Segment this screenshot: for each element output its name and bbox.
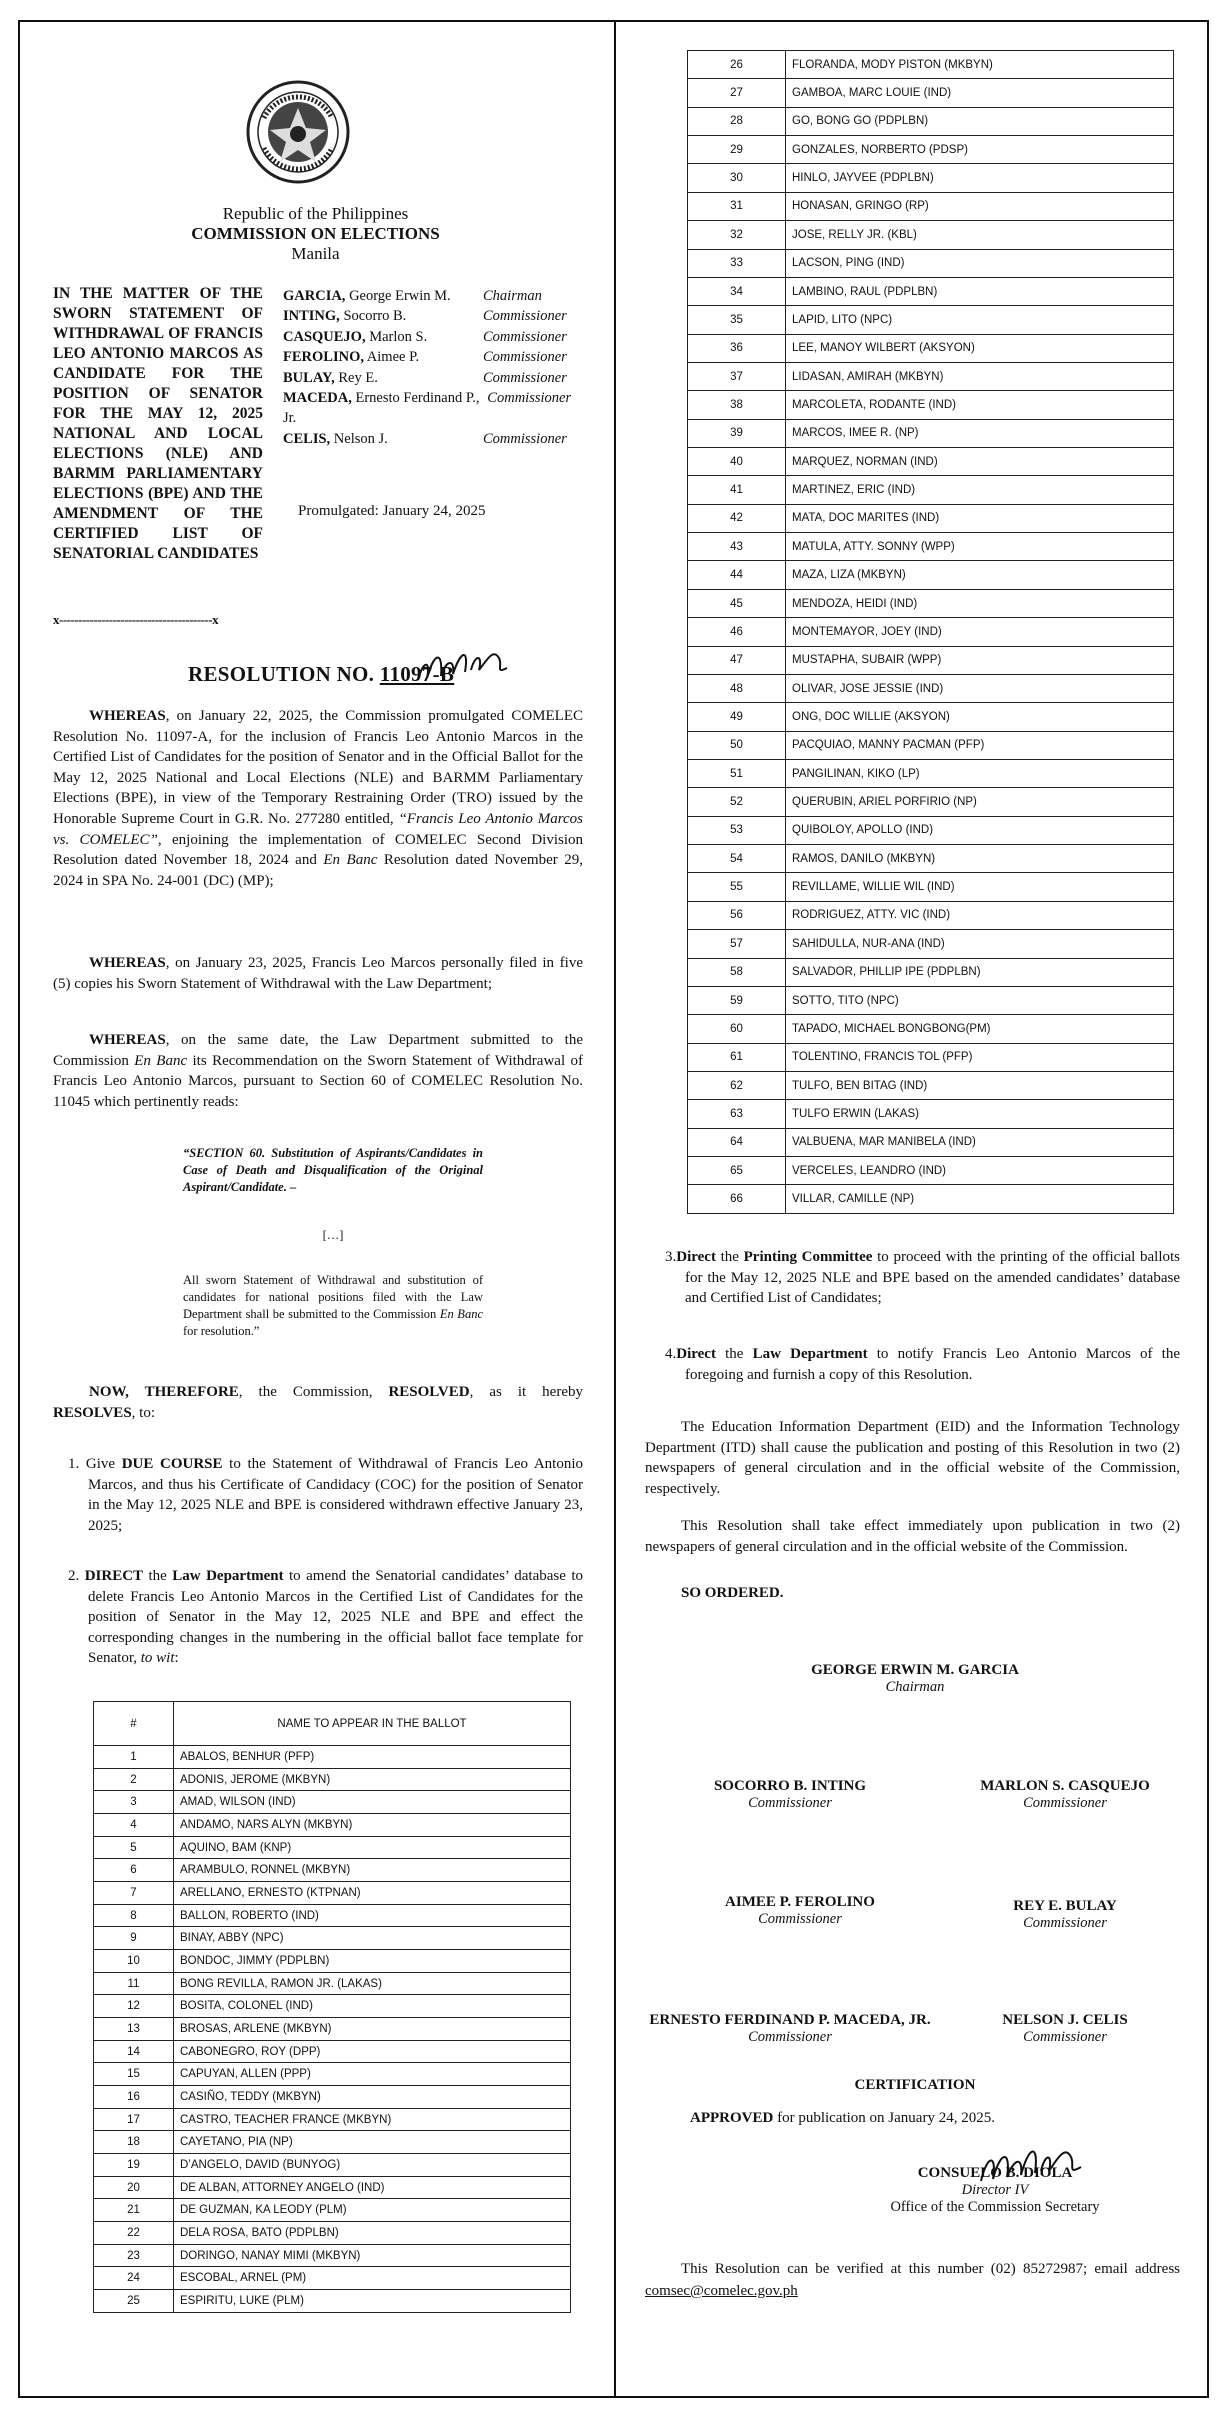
- candidate-number: 25: [94, 2290, 174, 2313]
- candidate-name: AQUINO, BAM (KNP): [174, 1836, 571, 1859]
- signatory-ferolino: AIMEE P. FEROLINO Commissioner: [725, 1894, 875, 1927]
- candidate-name: LACSON, PING (IND): [786, 249, 1174, 277]
- candidate-number: 17: [94, 2108, 174, 2131]
- candidate-name: CASIÑO, TEDDY (MKBYN): [174, 2086, 571, 2109]
- table-row: [94, 1927, 571, 1950]
- candidate-name: HONASAN, GRINGO (RP): [786, 192, 1174, 220]
- table-row: [688, 1128, 1174, 1156]
- member-row: CASQUEJO, Marlon S. Commissioner: [283, 328, 567, 345]
- table-row: [688, 533, 1174, 561]
- promulgation-date: Promulgated: January 24, 2025: [298, 503, 486, 519]
- candidate-name: MONTEMAYOR, JOEY (IND): [786, 618, 1174, 646]
- candidate-name: CAYETANO, PIA (NP): [174, 2131, 571, 2154]
- table-row: [94, 1882, 571, 1905]
- candidate-name: RODRIGUEZ, ATTY. VIC (IND): [786, 901, 1174, 929]
- candidate-number: 46: [688, 618, 786, 646]
- table-row: [688, 1100, 1174, 1128]
- candidate-name: CASTRO, TEACHER FRANCE (MKBYN): [174, 2108, 571, 2131]
- table-row: [688, 986, 1174, 1014]
- candidate-number: 5: [94, 1836, 174, 1859]
- table-row: [688, 561, 1174, 589]
- table-row: [688, 958, 1174, 986]
- member-row: GARCIA, George Erwin M. Chairman: [283, 288, 542, 304]
- candidate-number: 1: [94, 1746, 174, 1769]
- table-row: [94, 2131, 571, 2154]
- table-row: [688, 901, 1174, 929]
- candidate-name: VERCELES, LEANDRO (IND): [786, 1157, 1174, 1185]
- candidate-name: GAMBOA, MARC LOUIE (IND): [786, 79, 1174, 107]
- candidate-number: 52: [688, 788, 786, 816]
- candidate-name: SAHIDULLA, NUR-ANA (IND): [786, 930, 1174, 958]
- table-row: [94, 1995, 571, 2018]
- table-row: [688, 362, 1174, 390]
- candidates-table-left: [93, 1701, 571, 2313]
- signatory-bulay: REY E. BULAY Commissioner: [1013, 1898, 1117, 1931]
- table-row: [94, 2222, 571, 2245]
- candidate-number: 8: [94, 1904, 174, 1927]
- candidate-name: VILLAR, CAMILLE (NP): [786, 1185, 1174, 1213]
- candidate-name: HINLO, JAYVEE (PDPLBN): [786, 164, 1174, 192]
- candidate-number: 51: [688, 759, 786, 787]
- quoted-body: All sworn Statement of Withdrawal and substitution of candidates for national positions filed with the Law Department shall be submitted to the Commission En Banc for resolution.”: [183, 1273, 483, 1338]
- candidate-number: 50: [688, 731, 786, 759]
- candidate-name: ARAMBULO, RONNEL (MKBYN): [174, 1859, 571, 1882]
- candidate-number: 36: [688, 334, 786, 362]
- member-row: CELIS, Nelson J. Commissioner: [283, 430, 567, 447]
- table-row: [688, 249, 1174, 277]
- candidate-number: 6: [94, 1859, 174, 1882]
- signatory-celis: NELSON J. CELIS Commissioner: [1002, 2012, 1128, 2045]
- candidate-number: 37: [688, 362, 786, 390]
- candidate-number: 32: [688, 221, 786, 249]
- candidate-name: DORINGO, NANAY MIMI (MKBYN): [174, 2244, 571, 2267]
- table-row: [94, 2086, 571, 2109]
- candidate-name: MATULA, ATTY. SONNY (WPP): [786, 533, 1174, 561]
- candidate-number: 48: [688, 674, 786, 702]
- candidate-name: MENDOZA, HEIDI (IND): [786, 589, 1174, 617]
- candidate-number: 60: [688, 1015, 786, 1043]
- table-row: [94, 1791, 571, 1814]
- member-row: MACEDA, Ernesto Ferdinand P., Jr. Commissioner: [283, 390, 572, 427]
- table-row: [94, 1836, 571, 1859]
- candidate-name: SALVADOR, PHILLIP IPE (PDPLBN): [786, 958, 1174, 986]
- candidate-name: PANGILINAN, KIKO (LP): [786, 759, 1174, 787]
- city-line: Manila: [291, 244, 340, 263]
- table-row: [688, 221, 1174, 249]
- table-row: [688, 164, 1174, 192]
- candidate-number: 56: [688, 901, 786, 929]
- candidates-table-right: [687, 50, 1174, 1214]
- table-row: [688, 703, 1174, 731]
- candidate-name: LEE, MANOY WILBERT (AKSYON): [786, 334, 1174, 362]
- table-row: [94, 2108, 571, 2131]
- candidate-name: RAMOS, DANILO (MKBYN): [786, 845, 1174, 873]
- candidate-number: 3: [94, 1791, 174, 1814]
- table-row: [688, 788, 1174, 816]
- candidate-name: BOSITA, COLONEL (IND): [174, 1995, 571, 2018]
- table-row: [688, 107, 1174, 135]
- candidate-number: 49: [688, 703, 786, 731]
- candidate-name: REVILLAME, WILLIE WIL (IND): [786, 873, 1174, 901]
- candidate-name: MARTINEZ, ERIC (IND): [786, 476, 1174, 504]
- candidate-name: TAPADO, MICHAEL BONGBONG(PM): [786, 1015, 1174, 1043]
- table-row: [94, 2040, 571, 2063]
- table-row: [688, 192, 1174, 220]
- candidate-number: 9: [94, 1927, 174, 1950]
- candidate-number: 38: [688, 391, 786, 419]
- candidate-name: LAPID, LITO (NPC): [786, 306, 1174, 334]
- candidate-name: MARCOS, IMEE R. (NP): [786, 419, 1174, 447]
- table-row: [94, 2063, 571, 2086]
- candidate-number: 16: [94, 2086, 174, 2109]
- candidate-name: SOTTO, TITO (NPC): [786, 986, 1174, 1014]
- table-row: [94, 1768, 571, 1791]
- table-row: [688, 731, 1174, 759]
- table-row: [94, 1814, 571, 1837]
- table-row: [688, 136, 1174, 164]
- table-row: [94, 2244, 571, 2267]
- table-row: [688, 816, 1174, 844]
- candidate-number: 58: [688, 958, 786, 986]
- candidate-number: 57: [688, 930, 786, 958]
- candidate-number: 2: [94, 1768, 174, 1791]
- header-name: NAME TO APPEAR IN THE BALLOT: [174, 1702, 571, 1746]
- table-row: [94, 1904, 571, 1927]
- candidate-name: MAZA, LIZA (MKBYN): [786, 561, 1174, 589]
- candidate-number: 26: [688, 51, 786, 79]
- table-row: [94, 2199, 571, 2222]
- signatory-chair: GEORGE ERWIN M. GARCIA Chairman: [811, 1662, 1019, 1695]
- candidate-number: 39: [688, 419, 786, 447]
- candidate-name: MARQUEZ, NORMAN (IND): [786, 448, 1174, 476]
- initials-signature-icon: [413, 640, 513, 690]
- candidate-number: 42: [688, 504, 786, 532]
- table-row: [688, 646, 1174, 674]
- table-row: [688, 873, 1174, 901]
- candidate-number: 15: [94, 2063, 174, 2086]
- candidate-number: 29: [688, 136, 786, 164]
- table-row: [688, 1071, 1174, 1099]
- column-divider: [614, 22, 616, 2396]
- signatory-maceda: ERNESTO FERDINAND P. MACEDA, JR. Commissioner: [649, 2012, 931, 2045]
- signatory-inting: SOCORRO B. INTING Commissioner: [713, 1778, 867, 1811]
- candidate-name: PACQUIAO, MANNY PACMAN (PFP): [786, 731, 1174, 759]
- quote-ellipsis: […]: [322, 1228, 344, 1242]
- candidate-name: BALLON, ROBERTO (IND): [174, 1904, 571, 1927]
- table-row: [688, 1015, 1174, 1043]
- table-row: [688, 504, 1174, 532]
- so-ordered: SO ORDERED.: [681, 1585, 784, 1601]
- candidate-number: 63: [688, 1100, 786, 1128]
- candidate-name: BROSAS, ARLENE (MKBYN): [174, 2018, 571, 2041]
- table-row: [688, 845, 1174, 873]
- candidate-number: 43: [688, 533, 786, 561]
- candidate-name: BONDOC, JIMMY (PDPLBN): [174, 1950, 571, 1973]
- caption-closing: x----------------------------------------x: [53, 612, 219, 627]
- table-row: [94, 2154, 571, 2177]
- candidate-name: LAMBINO, RAUL (PDPLBN): [786, 277, 1174, 305]
- directive-1: 1. Give DUE COURSE to the Statement of Withdrawal of Francis Leo Antonio Marcos, and thus his Certificate of Candidacy (COC) for the position of Senator in the May 12, 2025 NLE and BPE is considered withdrawn effective January 23, 2025;: [68, 1456, 583, 1534]
- candidate-number: 4: [94, 1814, 174, 1837]
- table-row: [688, 306, 1174, 334]
- candidate-name: FLORANDA, MODY PISTON (MKBYN): [786, 51, 1174, 79]
- candidate-name: LIDASAN, AMIRAH (MKBYN): [786, 362, 1174, 390]
- candidate-name: GONZALES, NORBERTO (PDSP): [786, 136, 1174, 164]
- candidate-name: ARELLANO, ERNESTO (KTPNAN): [174, 1882, 571, 1905]
- candidate-name: DE ALBAN, ATTORNEY ANGELO (IND): [174, 2176, 571, 2199]
- table-row: [94, 2018, 571, 2041]
- candidate-number: 28: [688, 107, 786, 135]
- candidate-number: 62: [688, 1071, 786, 1099]
- candidate-number: 19: [94, 2154, 174, 2177]
- resolution-title: RESOLUTION NO. 11097-B: [188, 662, 455, 686]
- whereas-1: WHEREAS, on January 22, 2025, the Commission promulgated COMELEC Resolution No. 11097-A, for the inclusion of Francis Leo Antonio Marcos in the Certified List of Candidates for the position of Senator and in the Official Ballot for the May 12, 2025 National and Local Elections (NLE) and BARMM Parliamentary Elections (BPE), in view of the Temporary Restraining Order (TRO) issued by the Honorable Supreme Court in G.R. No. 277280 entitled, “Francis Leo Antonio Marcos vs. COMELEC”, enjoining the implementation of COMELEC Second Division Resolution dated November 18, 2024 and En Banc Resolution dated November 29, 2024 in SPA No. 24-001 (DC) (MP);: [53, 708, 584, 889]
- table-row: [688, 277, 1174, 305]
- table-row: [94, 1859, 571, 1882]
- candidate-number: 11: [94, 1972, 174, 1995]
- candidate-name: ABALOS, BENHUR (PFP): [174, 1746, 571, 1769]
- table-row: [94, 1972, 571, 1995]
- member-row: BULAY, Rey E. Commissioner: [283, 369, 567, 386]
- table-row: [94, 2290, 571, 2313]
- candidate-number: 53: [688, 816, 786, 844]
- candidate-name: TULFO ERWIN (LAKAS): [786, 1100, 1174, 1128]
- candidate-number: 47: [688, 646, 786, 674]
- directive-4: 4.Direct the Law Department to notify Francis Leo Antonio Marcos of the foregoing and furnish a copy of this Resolution.: [665, 1346, 1180, 1383]
- candidate-number: 64: [688, 1128, 786, 1156]
- candidate-name: VALBUENA, MAR MANIBELA (IND): [786, 1128, 1174, 1156]
- table-row: [688, 334, 1174, 362]
- table-row: [688, 391, 1174, 419]
- candidate-number: 23: [94, 2244, 174, 2267]
- candidate-number: 41: [688, 476, 786, 504]
- table-row: [688, 476, 1174, 504]
- secretary-signature-block: CONSUELO B. DIOLA Director IV Office of the Commission Secretary: [890, 2165, 1100, 2215]
- signatory-casquejo: MARLON S. CASQUEJO Commissioner: [980, 1778, 1150, 1811]
- candidate-number: 10: [94, 1950, 174, 1973]
- table-row: [688, 589, 1174, 617]
- candidate-number: 59: [688, 986, 786, 1014]
- verification-note: This Resolution can be verified at this number (02) 85272987; email address comsec@comelec.gov.ph: [645, 2261, 1180, 2299]
- table-row: [94, 2267, 571, 2290]
- table-row: [688, 79, 1174, 107]
- candidate-number: 34: [688, 277, 786, 305]
- candidate-name: ESCOBAL, ARNEL (PM): [174, 2267, 571, 2290]
- table-row: [688, 1157, 1174, 1185]
- table-row: [94, 1746, 571, 1769]
- commission-name: COMMISSION ON ELECTIONS: [191, 224, 440, 243]
- candidate-name: MUSTAPHA, SUBAIR (WPP): [786, 646, 1174, 674]
- candidate-name: ESPIRITU, LUKE (PLM): [174, 2290, 571, 2313]
- candidate-number: 12: [94, 1995, 174, 2018]
- candidate-number: 54: [688, 845, 786, 873]
- republic-line: Republic of the Philippines: [222, 204, 409, 223]
- effectivity-paragraph: This Resolution shall take effect immediately upon publication in two (2) newspapers of general circulation and in the official website of the Commission.: [645, 1518, 1180, 1555]
- member-row: INTING, Socorro B. Commissioner: [283, 308, 567, 325]
- table-row: [688, 1185, 1174, 1213]
- candidate-name: TOLENTINO, FRANCIS TOL (PFP): [786, 1043, 1174, 1071]
- quoted-section-heading: “SECTION 60. Substitution of Aspirants/Candidates in Case of Death and Disqualification of the Original Aspirant/Candidate. –: [183, 1146, 483, 1194]
- candidate-number: 30: [688, 164, 786, 192]
- candidate-number: 45: [688, 589, 786, 617]
- candidate-name: ANDAMO, NARS ALYN (MKBYN): [174, 1814, 571, 1837]
- candidate-name: BONG REVILLA, RAMON JR. (LAKAS): [174, 1972, 571, 1995]
- table-row: [688, 674, 1174, 702]
- candidate-number: 31: [688, 192, 786, 220]
- candidate-name: MATA, DOC MARITES (IND): [786, 504, 1174, 532]
- candidate-number: 61: [688, 1043, 786, 1071]
- candidate-name: ONG, DOC WILLIE (AKSYON): [786, 703, 1174, 731]
- whereas-2: WHEREAS, on January 23, 2025, Francis Leo Marcos personally filed in five (5) copies his Sworn Statement of Withdrawal with the Law Department;: [53, 955, 583, 992]
- candidate-name: TULFO, BEN BITAG (IND): [786, 1071, 1174, 1099]
- comelec-seal-icon: [244, 78, 352, 186]
- candidate-number: 55: [688, 873, 786, 901]
- candidate-number: 35: [688, 306, 786, 334]
- candidate-number: 21: [94, 2199, 174, 2222]
- candidate-number: 7: [94, 1882, 174, 1905]
- commission-members: [283, 286, 583, 449]
- table-row: [688, 759, 1174, 787]
- table-row: [688, 51, 1174, 79]
- email-link[interactable]: comsec@comelec.gov.ph: [645, 2283, 798, 2299]
- whereas-3: WHEREAS, on the same date, the Law Department submitted to the Commission En Banc its Recommendation on the Sworn Statement of Withdrawal of Francis Leo Antonio Marcos, pursuant to Section 60 of COMELEC Resolution No. 11045 which pertinently reads:: [53, 1032, 583, 1110]
- directive-2: 2. DIRECT the Law Department to amend the Senatorial candidates’ database to delete Francis Leo Antonio Marcos in the Certified List of Candidates for the position of Senator in the May 12, 2025 NLE and BPE and effect the corresponding changes in the numbering in the official ballot face template for Senator, to wit:: [68, 1568, 583, 1667]
- certification-heading: CERTIFICATION: [854, 2077, 976, 2093]
- candidate-name: BINAY, ABBY (NPC): [174, 1927, 571, 1950]
- candidate-name: QUERUBIN, ARIEL PORFIRIO (NP): [786, 788, 1174, 816]
- candidate-name: GO, BONG GO (PDPLBN): [786, 107, 1174, 135]
- table-row: [94, 2176, 571, 2199]
- candidate-name: QUIBOLOY, APOLLO (IND): [786, 816, 1174, 844]
- header-number: #: [94, 1702, 174, 1746]
- case-caption: IN THE MATTER OF THE SWORN STATEMENT OF WITHDRAWAL OF FRANCIS LEO ANTONIO MARCOS AS CANDIDATE FOR THE POSITION OF SENATOR FOR THE MAY 12, 2025 NATIONAL AND LOCAL ELECTIONS (NLE) AND BARMM PARLIAMENTARY ELECTIONS (BPE) AND THE AMENDMENT OF THE CERTIFIED LIST OF SENATORIAL CANDIDATES: [53, 285, 263, 562]
- candidate-name: MARCOLETA, RODANTE (IND): [786, 391, 1174, 419]
- candidate-name: CABONEGRO, ROY (DPP): [174, 2040, 571, 2063]
- candidate-name: CAPUYAN, ALLEN (PPP): [174, 2063, 571, 2086]
- candidate-number: 66: [688, 1185, 786, 1213]
- candidate-number: 24: [94, 2267, 174, 2290]
- candidate-number: 44: [688, 561, 786, 589]
- table-header-row: [94, 1702, 571, 1746]
- candidate-name: ADONIS, JEROME (MKBYN): [174, 1768, 571, 1791]
- candidate-name: AMAD, WILSON (IND): [174, 1791, 571, 1814]
- candidate-name: JOSE, RELLY JR. (KBL): [786, 221, 1174, 249]
- candidate-number: 22: [94, 2222, 174, 2245]
- candidate-number: 40: [688, 448, 786, 476]
- member-row: FEROLINO, Aimee P. Commissioner: [283, 349, 567, 366]
- publication-paragraph: The Education Information Department (EID) and the Information Technology Department (ITD) shall cause the publication and posting of this Resolution in two (2) newspapers of general circulation and in the official website of the Commission, respectively.: [645, 1419, 1180, 1497]
- table-row: [688, 448, 1174, 476]
- candidate-number: 18: [94, 2131, 174, 2154]
- directive-3: 3.Direct the Printing Committee to proceed with the printing of the official ballots for the May 12, 2025 NLE and BPE based on the amended candidates’ database and Certified List of Candidates;: [665, 1249, 1181, 1307]
- document-frame: [18, 20, 1209, 2398]
- candidate-number: 13: [94, 2018, 174, 2041]
- table-row: [94, 1950, 571, 1973]
- candidate-number: 14: [94, 2040, 174, 2063]
- candidate-name: DELA ROSA, BATO (PDPLBN): [174, 2222, 571, 2245]
- table-row: [688, 930, 1174, 958]
- candidate-number: 20: [94, 2176, 174, 2199]
- candidate-number: 27: [688, 79, 786, 107]
- now-therefore: NOW, THEREFORE, the Commission, RESOLVED, as it hereby RESOLVES, to:: [53, 1384, 583, 1421]
- candidate-name: D’ANGELO, DAVID (BUNYOG): [174, 2154, 571, 2177]
- table-row: [688, 618, 1174, 646]
- table-row: [688, 419, 1174, 447]
- table-row: [688, 1043, 1174, 1071]
- candidate-name: DE GUZMAN, KA LEODY (PLM): [174, 2199, 571, 2222]
- certification-approved: APPROVED for publication on January 24, 2025.: [690, 2110, 995, 2126]
- candidate-number: 65: [688, 1157, 786, 1185]
- candidate-number: 33: [688, 249, 786, 277]
- candidate-name: OLIVAR, JOSE JESSIE (IND): [786, 674, 1174, 702]
